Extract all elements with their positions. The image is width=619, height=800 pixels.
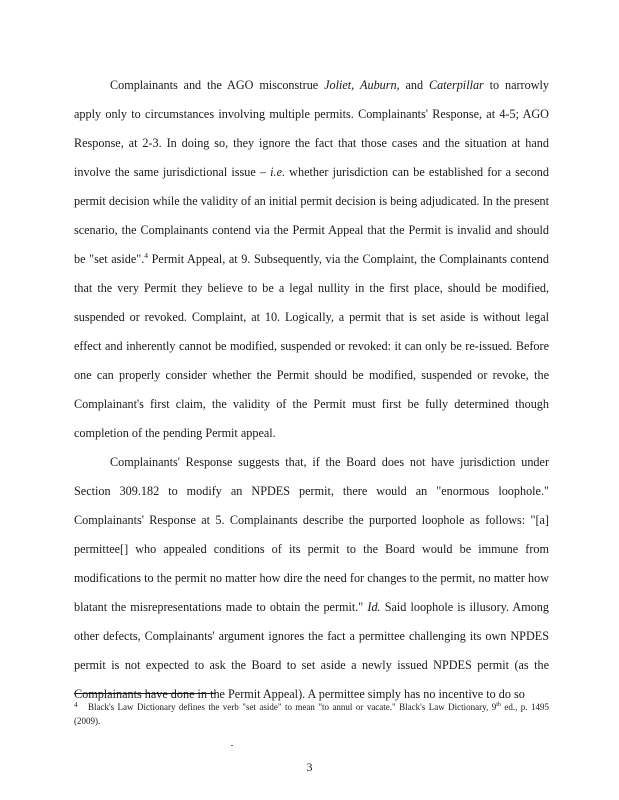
case-name-joliet: Joliet: [324, 78, 352, 92]
footnote-divider: [74, 693, 216, 694]
footnote-text-b: ed., p. 1495 (2009).: [74, 702, 549, 726]
body-text: [74, 71, 549, 709]
p1-comma-1: ,: [351, 78, 361, 92]
p1-text-1: Complainants and the AGO misconstrue: [110, 78, 325, 92]
footnote-edition-sup: th: [496, 702, 501, 708]
footnote-text-a: Black's Law Dictionary defines the verb "set aside" to mean "to annul or vacate." Black's Law Dictionary, 9: [88, 702, 497, 712]
p1-text-2: to narrowly apply only to circumstances involving multiple permits. Complainants' Response, at 4-5; AGO Response, at 2-3. In doing so, they ignore the fact that those cases and the situation at hand involve the same jurisdictional issue –: [74, 78, 549, 179]
id-citation: Id.: [367, 600, 381, 614]
case-name-auburn: Auburn: [360, 78, 397, 92]
ie-abbrev: i.e.: [270, 165, 286, 179]
p1-text-3: whether jurisdiction can be established for a second permit decision while the validity of an initial permit decision is being adjudicated. In the present scenario, the Complainants contend via the Permit Appeal that the Permit is invalid and should be "set aside".: [74, 165, 549, 266]
page-number: 3: [306, 760, 313, 774]
p1-text-4: Permit Appeal, at 9. Subsequently, via the Complaint, the Complainants contend that the very Permit they believe to be a legal nullity in the first place, should be modified, suspended or revoked. Complaint, at 10. Logically, a permit that is set aside is without legal effect and inherently cannot be modified, suspended or revoked: it can only be re-issued. Before one can properly consider whether the Permit should be modified, suspended or revoke, the Complainant's first claim, the validity of the Permit must first be fully determined though completion of the pending Permit appeal.: [74, 252, 549, 440]
scan-speck: [231, 745, 233, 746]
paragraph-1: [74, 71, 549, 448]
paragraph-2: [74, 448, 549, 709]
footnote-reference[interactable]: 4: [144, 251, 149, 260]
case-name-caterpillar: Caterpillar: [428, 78, 484, 92]
p2-text-1: Complainants' Response suggests that, if the Board does not have jurisdiction under Section 309.182 to modify an NPDES permit, there would an "enormous loophole." Complainants' Response at 5. Complainants describe the purported loophole as follows: "[a] permittee[] who appealed conditions of its permit to the Board would be immune from modifications to the permit no matter how dire the need for changes to the permit, no matter how blatant the misrepresentations made to obtain the permit.": [74, 455, 549, 614]
p2-text-2: Said loophole is illusory. Among other defects, Complainants' argument ignores the fact a permittee challenging its own NPDES permit is not expected to ask the Board to set aside a newly issued NPDES permit (as the Complainants have done in the Permit Appeal). A permittee simply has no incentive to do so: [74, 600, 549, 701]
p1-comma-2: , and: [396, 78, 429, 92]
footnote: 4 Black's Law Dictionary defines the verb "set aside" to mean "to annul or vacate." Black's Law Dictionary, 9th ed., p. 1495 (2009).: [74, 701, 549, 726]
